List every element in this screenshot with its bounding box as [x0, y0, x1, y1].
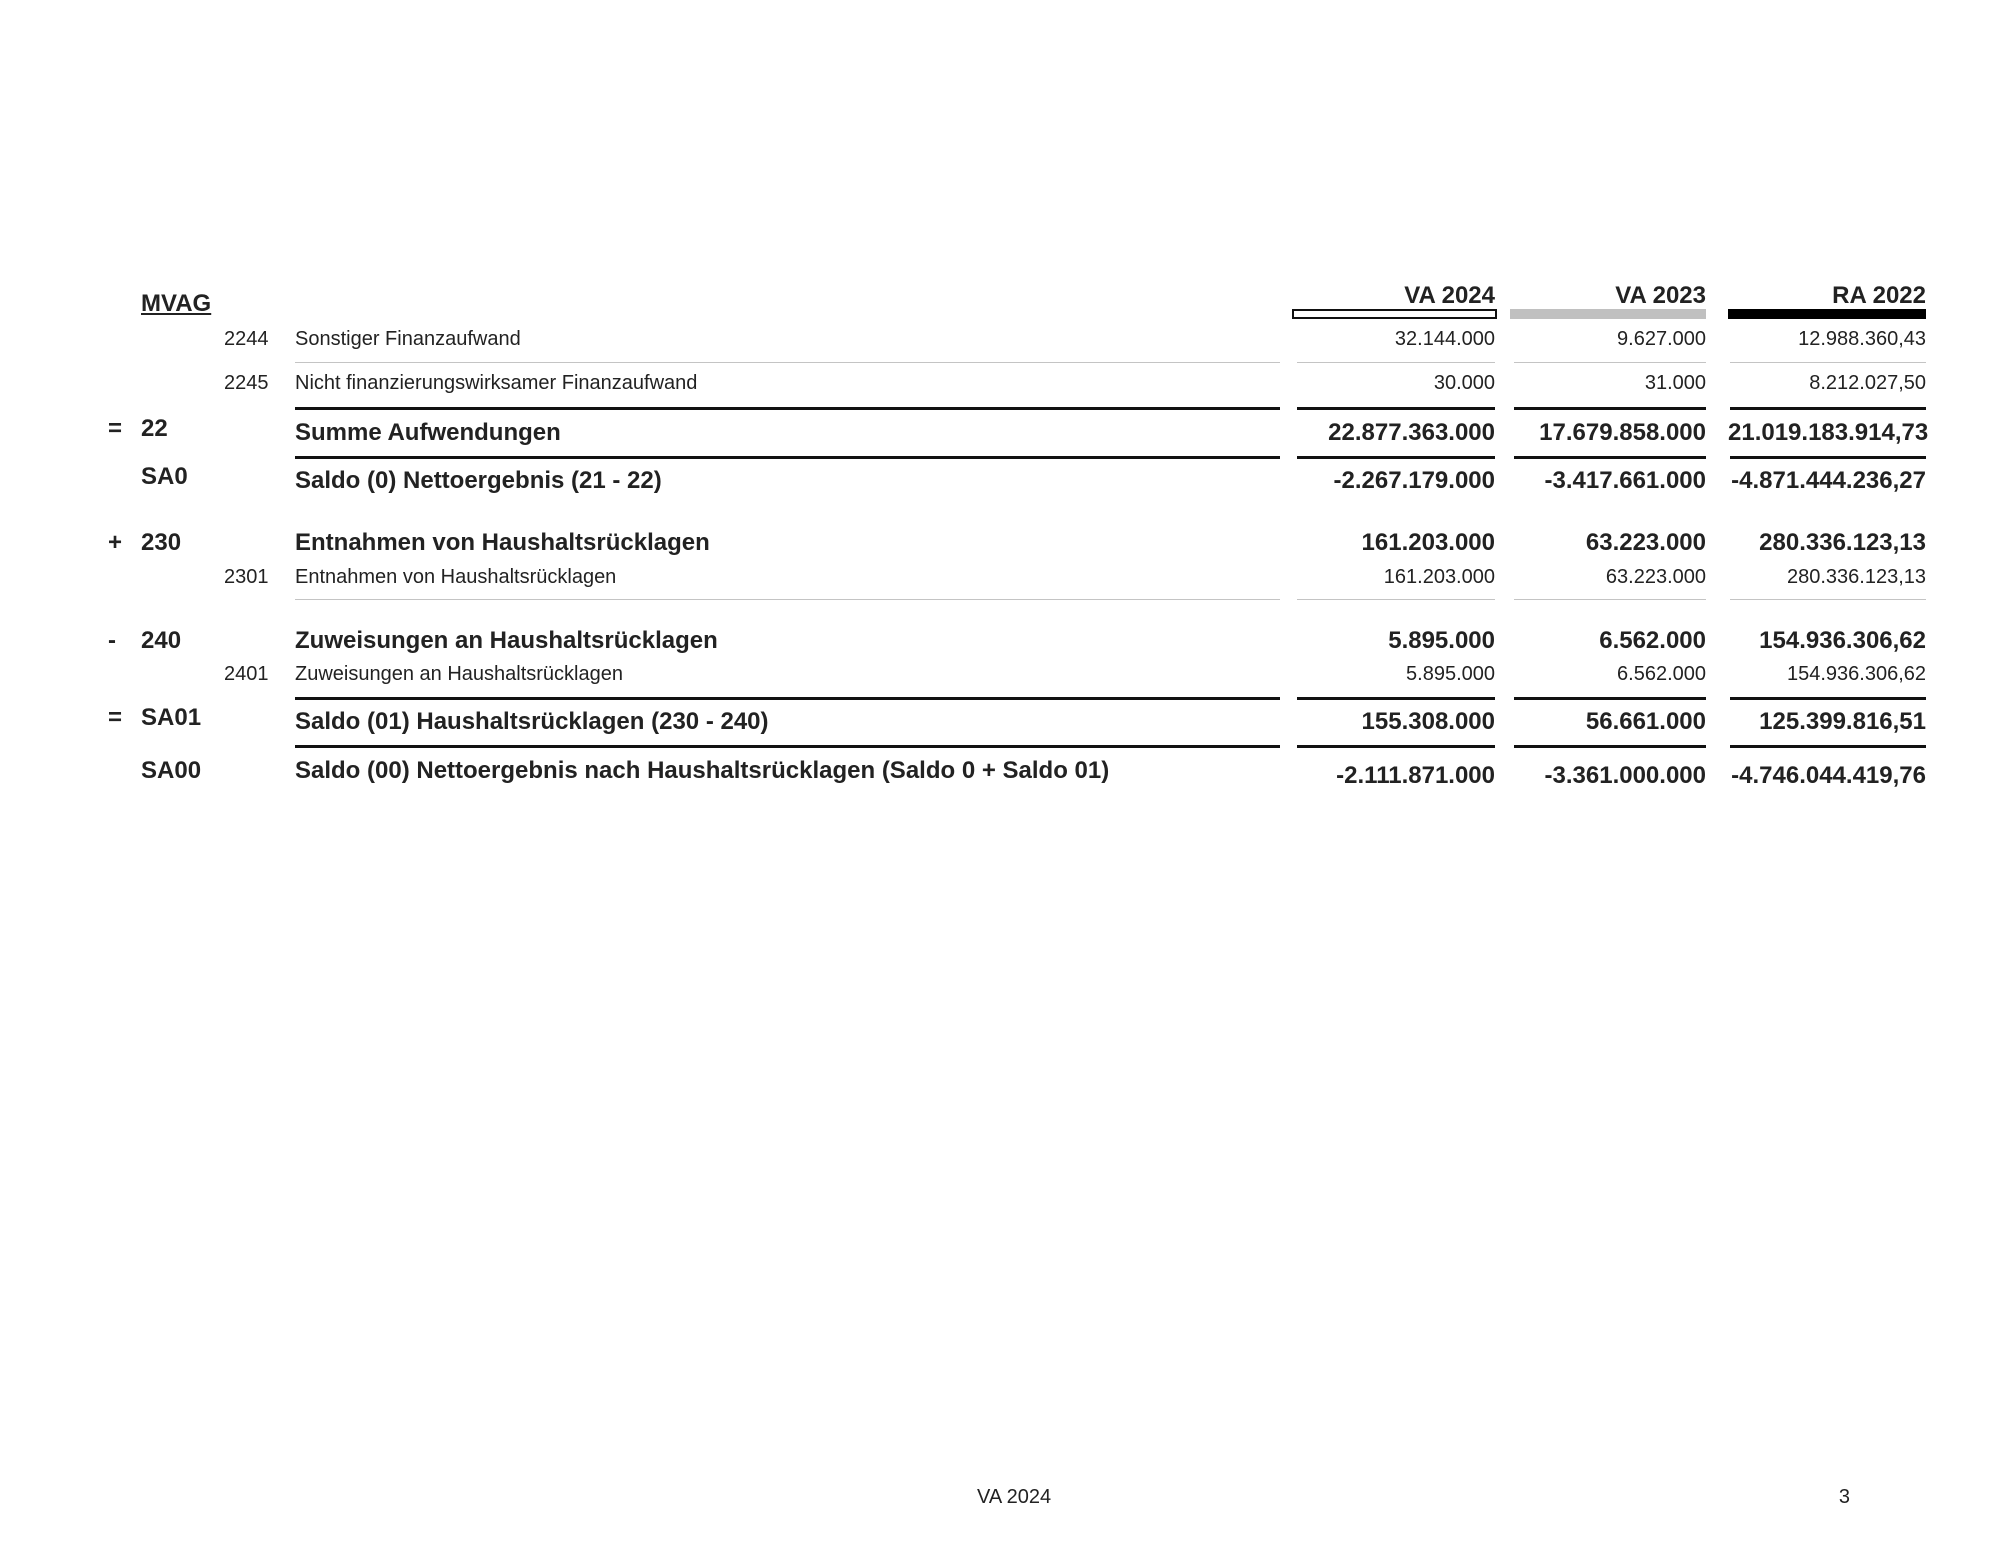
summary-rule [1297, 697, 1495, 700]
operator-sign: = [108, 415, 123, 442]
row-label: Summe Aufwendungen [295, 419, 561, 446]
value-ra-2022: -4.746.044.419,76 [1731, 762, 1926, 789]
summary-rule [1514, 745, 1706, 748]
value-va-2023: 6.562.000 [1599, 627, 1706, 654]
value-va-2023: 6.562.000 [1617, 663, 1706, 685]
value-va-2024: 30.000 [1433, 372, 1495, 394]
value-ra-2022: 21.019.183.914,73 [1728, 419, 1929, 446]
value-va-2024: 161.203.000 [1383, 566, 1495, 588]
value-ra-2022: 154.936.306,62 [1786, 663, 1926, 685]
value-va-2023: -3.361.000.000 [1544, 762, 1706, 789]
value-va-2024: 161.203.000 [1361, 529, 1495, 556]
value-va-2023: 63.223.000 [1605, 566, 1706, 588]
mvag-code: 230 [141, 529, 182, 556]
operator-sign: = [108, 704, 123, 731]
value-va-2023: 9.627.000 [1617, 328, 1706, 350]
row-divider [1514, 599, 1706, 600]
summary-rule [1514, 456, 1706, 459]
row-label: Zuweisungen an Haushaltsrücklagen [295, 627, 718, 654]
row-label: Zuweisungen an Haushaltsrücklagen [295, 663, 623, 685]
row-divider [1730, 599, 1926, 600]
row-divider [295, 362, 1280, 363]
account-code: 2301 [224, 566, 269, 588]
mvag-code: 22 [141, 415, 168, 442]
account-code: 2245 [224, 372, 269, 394]
operator-sign: + [108, 529, 123, 556]
summary-rule [1730, 745, 1926, 748]
mvag-code: SA00 [141, 757, 202, 784]
row-label: Sonstiger Finanzaufwand [295, 328, 521, 350]
value-va-2024: 5.895.000 [1388, 627, 1495, 654]
value-va-2023: -3.417.661.000 [1544, 467, 1706, 494]
row-label: Saldo (01) Haushaltsrücklagen (230 - 240) [295, 708, 769, 735]
value-va-2024: -2.111.871.000 [1336, 762, 1495, 789]
value-va-2023: 17.679.858.000 [1539, 419, 1706, 446]
row-divider [295, 599, 1280, 600]
account-code: 2244 [224, 328, 269, 350]
value-ra-2022: 125.399.816,51 [1759, 708, 1926, 735]
value-ra-2022: 12.988.360,43 [1798, 328, 1926, 350]
va-2024-legend-marker [1292, 309, 1497, 319]
summary-rule [295, 407, 1280, 410]
row-divider [1297, 362, 1495, 363]
page-number: 3 [1838, 1486, 1850, 1508]
row-label: Entnahmen von Haushaltsrücklagen [295, 529, 710, 556]
value-ra-2022: 280.336.123,13 [1759, 529, 1926, 556]
footer-title: VA 2024 [977, 1486, 1052, 1508]
summary-rule [1297, 745, 1495, 748]
summary-rule [295, 456, 1280, 459]
summary-rule [1730, 407, 1926, 410]
row-divider [1514, 362, 1706, 363]
row-divider [1730, 362, 1926, 363]
row-label: Saldo (00) Nettoergebnis nach Haushaltsrücklagen (Saldo 0 + Saldo 01) [295, 757, 1110, 784]
va-2023-legend-marker [1510, 309, 1706, 319]
value-ra-2022: 280.336.123,13 [1786, 566, 1926, 588]
value-ra-2022: 8.212.027,50 [1809, 372, 1926, 394]
value-va-2023: 63.223.000 [1585, 529, 1706, 556]
mvag-code: SA01 [141, 704, 202, 731]
value-va-2024: 32.144.000 [1394, 328, 1495, 350]
value-va-2023: 56.661.000 [1585, 708, 1706, 735]
column-header-va-2023: VA 2023 [1615, 282, 1706, 309]
summary-rule [295, 745, 1280, 748]
column-header-ra-2022: RA 2022 [1832, 282, 1926, 309]
value-ra-2022: -4.871.444.236,27 [1731, 467, 1926, 494]
mvag-code: SA0 [141, 463, 188, 490]
account-code: 2401 [224, 663, 269, 685]
summary-rule [1730, 456, 1926, 459]
row-label: Entnahmen von Haushaltsrücklagen [295, 566, 617, 588]
summary-rule [1730, 697, 1926, 700]
mvag-header: MVAG [141, 290, 212, 317]
value-va-2024: 5.895.000 [1406, 663, 1495, 685]
row-divider [1297, 599, 1495, 600]
row-label: Nicht finanzierungswirksamer Finanzaufwand [295, 372, 698, 394]
summary-rule [295, 697, 1280, 700]
value-ra-2022: 154.936.306,62 [1759, 627, 1926, 654]
summary-rule [1514, 697, 1706, 700]
operator-sign: - [108, 627, 116, 654]
column-header-va-2024: VA 2024 [1404, 282, 1495, 309]
row-label: Saldo (0) Nettoergebnis (21 - 22) [295, 467, 662, 494]
mvag-code: 240 [141, 627, 182, 654]
value-va-2023: 31.000 [1644, 372, 1706, 394]
summary-rule [1297, 456, 1495, 459]
summary-rule [1514, 407, 1706, 410]
value-va-2024: 22.877.363.000 [1328, 419, 1495, 446]
value-va-2024: -2.267.179.000 [1333, 467, 1495, 494]
summary-rule [1297, 407, 1495, 410]
value-va-2024: 155.308.000 [1361, 708, 1495, 735]
ra-2022-legend-marker [1728, 309, 1926, 319]
